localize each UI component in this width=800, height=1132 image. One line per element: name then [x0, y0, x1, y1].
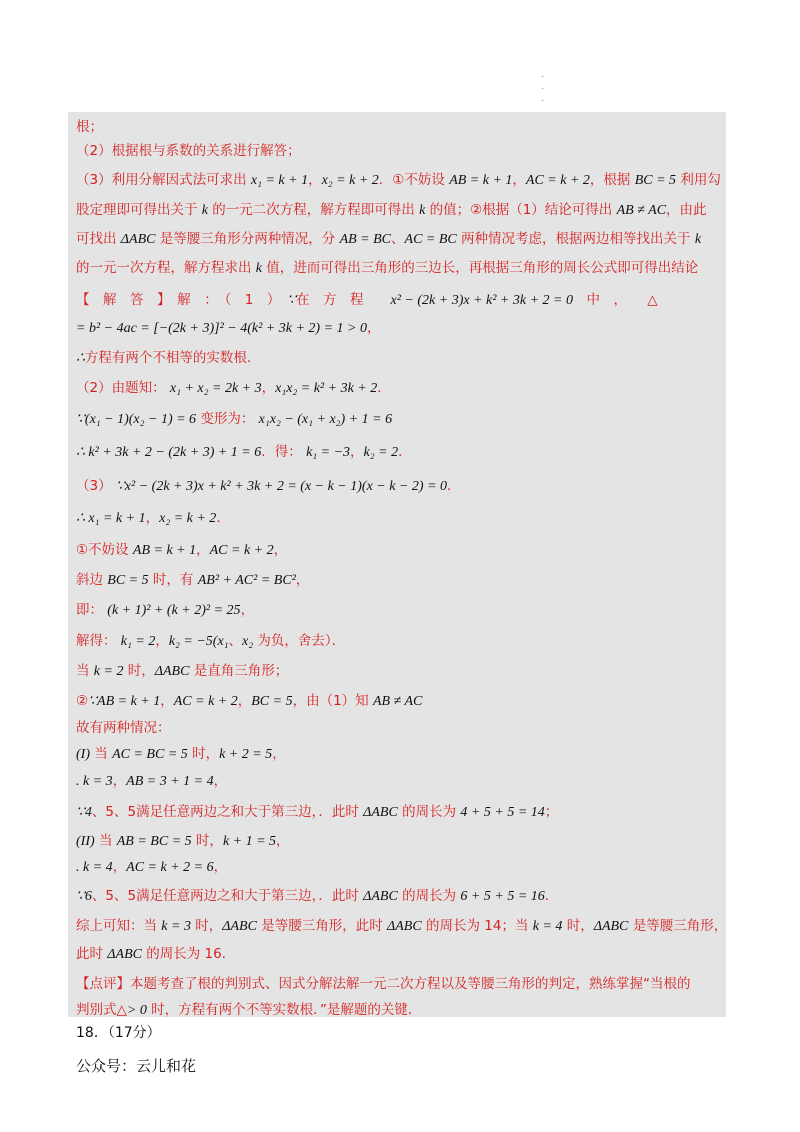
math-expression: AB = k + 1	[449, 173, 513, 188]
line-text: ②	[76, 693, 89, 709]
line-text: ，	[261, 380, 276, 396]
math-expression: AC = BC	[404, 232, 457, 247]
solution-line	[76, 974, 691, 994]
footer-text: 公众号：云儿和花	[76, 1057, 197, 1075]
math-expression: AC = k + 2	[525, 173, 590, 188]
solution-line	[76, 378, 391, 399]
solution-line	[76, 318, 380, 339]
math-expression: ∴ k² + 3k + 2 − (2k + 3) + 1 = 6	[76, 445, 262, 460]
line-text: ，	[295, 572, 310, 588]
solution-line	[76, 508, 230, 529]
math-expression: k	[419, 203, 426, 218]
line-text: ，由此	[666, 202, 707, 218]
math-expression: AB ≠ AC	[616, 203, 667, 218]
math-expression: (I)	[76, 747, 90, 762]
math-expression: k	[255, 261, 263, 276]
line-text: 解得：	[76, 633, 121, 649]
math-expression: BC = 5	[107, 573, 149, 588]
line-text: 是等腰三角形，此时	[256, 918, 388, 934]
solution-line	[76, 744, 286, 765]
solution-line	[76, 802, 558, 823]
math-expression: x₁x₂ − (x₁ + x₂) + 1 = 6	[258, 412, 393, 427]
solution-line	[76, 831, 290, 852]
line-text: 、	[228, 633, 243, 649]
solution-line	[76, 771, 227, 792]
line-text: （3）利用分解因式法可求出	[76, 172, 251, 188]
line-text: 时，	[123, 663, 155, 679]
line-text: ，由（1）知	[292, 693, 373, 709]
math-expression: x₂	[242, 634, 254, 649]
math-expression: k₂ = −5(x₁	[168, 634, 229, 649]
line-text: 的周长为	[397, 804, 461, 820]
line-text: ，	[273, 542, 288, 558]
line-text: 根；	[76, 119, 103, 135]
solution-line	[76, 476, 461, 497]
math-expression: ∵6	[76, 889, 92, 904]
line-text: ，	[213, 859, 228, 875]
decorative-dots: · · ·	[541, 72, 545, 107]
line-text: 是直角三角形；	[189, 663, 289, 679]
solution-line	[76, 857, 227, 878]
line-text: 的周长为 14；当	[421, 918, 533, 934]
line-text: ，	[240, 602, 255, 618]
solution-line	[76, 442, 412, 463]
line-text: ，	[512, 172, 526, 188]
line-text: ．①不妨设	[378, 172, 450, 188]
math-expression: ΔABC	[593, 919, 629, 934]
line-text: 时，	[187, 746, 220, 762]
line-text: 当	[94, 833, 117, 849]
line-text: 当	[90, 746, 113, 762]
math-expression: AC = k + 2 = 6	[126, 860, 214, 875]
line-text: ．	[544, 888, 559, 904]
line-text: 、5、5满足任意两边之和大于第三边，．此时	[91, 888, 364, 904]
line-text: ，	[272, 746, 286, 762]
line-text: ．	[398, 444, 412, 460]
math-expression: AB = 3 + 1 = 4	[126, 774, 214, 789]
math-expression: k = 3	[161, 919, 191, 934]
math-expression: AB = k + 1	[132, 543, 197, 558]
line-text: ，	[196, 542, 210, 558]
line-text: ，	[366, 320, 381, 336]
line-text: ，	[308, 172, 322, 188]
question-number: 18．（17分）	[76, 1025, 161, 1041]
line-text: 【点评】本题考查了根的判别式、因式分解法解一元二次方程以及等腰三角形的判定，熟练掌握“当根的	[76, 976, 691, 992]
math-expression: x² − (2k + 3)x + k² + 3k + 2 = 0	[390, 293, 573, 308]
line-text: 斜边	[76, 572, 108, 588]
math-expression: BC = 5	[251, 694, 293, 709]
math-expression: ΔABC	[120, 232, 156, 247]
line-text: 时，有	[148, 572, 198, 588]
math-expression: ∵AB = k + 1	[88, 694, 161, 709]
math-expression: ΔABC	[387, 919, 422, 934]
line-text: ，	[350, 444, 364, 460]
line-text: ，	[160, 693, 174, 709]
line-text: 时，	[562, 918, 594, 934]
solution-line	[76, 540, 287, 561]
line-text: 变形为：	[196, 411, 259, 427]
line-text: 的周长为	[397, 888, 461, 904]
math-expression: ΔABC	[107, 947, 142, 962]
line-text: 两种情况考虑，根据两边相等找出关于	[456, 231, 695, 247]
line-text: 时，	[191, 833, 223, 849]
line-text: 在 方 程	[296, 292, 391, 308]
solution-line	[76, 170, 721, 191]
math-expression: ∴	[76, 351, 85, 366]
solution-line	[76, 258, 698, 279]
line-text: ；	[544, 804, 559, 820]
math-expression: x₂ = k + 2	[159, 511, 217, 526]
math-expression: x₁ + x₂ = 2k + 3	[169, 381, 262, 396]
line-text: 时，方程有两个不等实数根．”是解题的关键．	[146, 1002, 422, 1018]
math-expression: AB² + AC² = BC²	[197, 573, 296, 588]
line-text: ，根据	[589, 172, 635, 188]
line-text: 可找出	[76, 231, 121, 247]
math-expression: 6 + 5 + 5 = 16	[460, 889, 545, 904]
solution-line	[76, 718, 171, 738]
line-text: 的一元二次方程，解方程即可得出	[208, 202, 420, 218]
line-text: 股定理即可得出关于	[76, 202, 202, 218]
solution-line	[76, 290, 658, 311]
math-expression: x₁x₂ = k² + 3k + 2	[275, 381, 378, 396]
line-text: 为负，舍去）．	[253, 633, 346, 649]
math-expression: AC = k + 2	[173, 694, 238, 709]
line-text: ．	[377, 380, 391, 396]
solution-line	[76, 916, 727, 937]
math-expression: AC = BC = 5	[112, 747, 188, 762]
line-text: 是等腰三角形分两种情况，分	[155, 231, 340, 247]
line-text: ，	[155, 633, 169, 649]
solution-line	[76, 1000, 421, 1021]
line-text: 值，进而可得出三角形的三边长，再根据三角形的周长公式即可得出结论	[262, 260, 699, 276]
math-expression: (II)	[76, 834, 95, 849]
line-text: 中 ， △	[573, 292, 658, 308]
math-expression: ∵	[287, 293, 297, 308]
math-expression: ∵x² − (2k + 3)x + k² + 3k + 2 = (x − k − 1)(x − k − 2) = 0	[115, 479, 448, 494]
math-expression: = b² − 4ac = [−(2k + 3)]² − 4(k² + 3k + 2) = 1 > 0	[76, 321, 367, 336]
solution-line	[76, 229, 701, 250]
math-expression: k + 1 = 5	[222, 834, 277, 849]
line-text: ，	[112, 859, 127, 875]
math-expression: k	[201, 203, 209, 218]
line-text: 此时	[76, 946, 108, 962]
line-text: 利用勾	[676, 172, 721, 188]
line-text: 即：	[76, 602, 108, 618]
line-text: 、5、5满足任意两边之和大于第三边，．此时	[91, 804, 364, 820]
math-expression: x₁ = k + 1	[250, 173, 309, 188]
math-expression: k = 4	[532, 919, 563, 934]
solution-line	[76, 409, 392, 430]
solution-line	[76, 200, 707, 221]
line-text: 判别式△	[76, 1002, 127, 1018]
math-expression: ΔABC	[222, 919, 257, 934]
line-text: （2）由题知：	[76, 380, 170, 396]
line-text: （2）根据根与系数的关系进行解答；	[76, 143, 301, 159]
solution-line	[76, 600, 254, 621]
math-expression: k	[694, 232, 702, 247]
line-text: ，	[237, 693, 252, 709]
line-text: 当	[76, 663, 94, 679]
math-expression: ∵(x₁ − 1)(x₂ − 1) = 6	[76, 412, 197, 427]
line-text: 【 解 答 】 解 ： （ 1 ）	[76, 292, 288, 308]
math-expression: . k = 4	[76, 860, 113, 875]
math-expression: BC = 5	[634, 173, 677, 188]
solution-line	[76, 348, 260, 369]
line-text: ，	[213, 773, 228, 789]
math-expression: AC = k + 2	[209, 543, 274, 558]
line-text: 的值；②根据（1）结论可得出	[425, 202, 617, 218]
solution-line	[76, 141, 301, 161]
line-text: 的一元一次方程，解方程求出	[76, 260, 256, 276]
line-text: 故有两种情况：	[76, 720, 171, 736]
math-expression: k₁ = −3	[306, 445, 351, 460]
math-expression: ΔABC	[363, 889, 398, 904]
solution-line	[76, 570, 309, 591]
line-text: ①不妨设	[76, 542, 133, 558]
line-text: ．	[216, 510, 230, 526]
line-text: ．得：	[261, 444, 307, 460]
math-expression: ΔABC	[363, 805, 398, 820]
math-expression: k₂ = 2	[363, 445, 399, 460]
math-expression: AB ≠ AC	[372, 694, 423, 709]
line-text: ，	[276, 833, 290, 849]
line-text: ．	[447, 478, 461, 494]
line-text: 的周长为 16．	[141, 946, 236, 962]
line-text: 时，	[190, 918, 223, 934]
solution-line	[76, 691, 422, 712]
solution-line	[76, 117, 103, 137]
line-text: ，	[112, 773, 127, 789]
math-expression: ∵4	[76, 805, 92, 820]
math-expression: AB = BC	[339, 232, 392, 247]
math-expression: k₁ = 2	[120, 634, 156, 649]
line-text: 方程有两个不相等的实数根．	[84, 350, 261, 366]
math-expression: > 0	[126, 1003, 147, 1018]
line-text: 、	[391, 231, 405, 247]
line-text: 综上可知：当	[76, 918, 162, 934]
math-expression: (k + 1)² + (k + 2)² = 25	[107, 603, 241, 618]
math-expression: . k = 3	[76, 774, 113, 789]
math-expression: ∴ x₁ = k + 1	[76, 511, 146, 526]
solution-line	[76, 886, 558, 907]
math-expression: AB = BC = 5	[116, 834, 192, 849]
line-text: ，	[145, 510, 160, 526]
math-expression: x₂ = k + 2	[321, 173, 379, 188]
math-expression: 4 + 5 + 5 = 14	[460, 805, 545, 820]
line-text: 是等腰三角形，	[628, 918, 728, 934]
line-text: （3）	[76, 478, 116, 494]
solution-line	[76, 661, 288, 682]
math-expression: ΔABC	[154, 664, 190, 679]
solution-line	[76, 631, 345, 652]
solution-line	[76, 944, 235, 965]
math-expression: k = 2	[93, 664, 124, 679]
math-expression: k + 2 = 5	[219, 747, 273, 762]
